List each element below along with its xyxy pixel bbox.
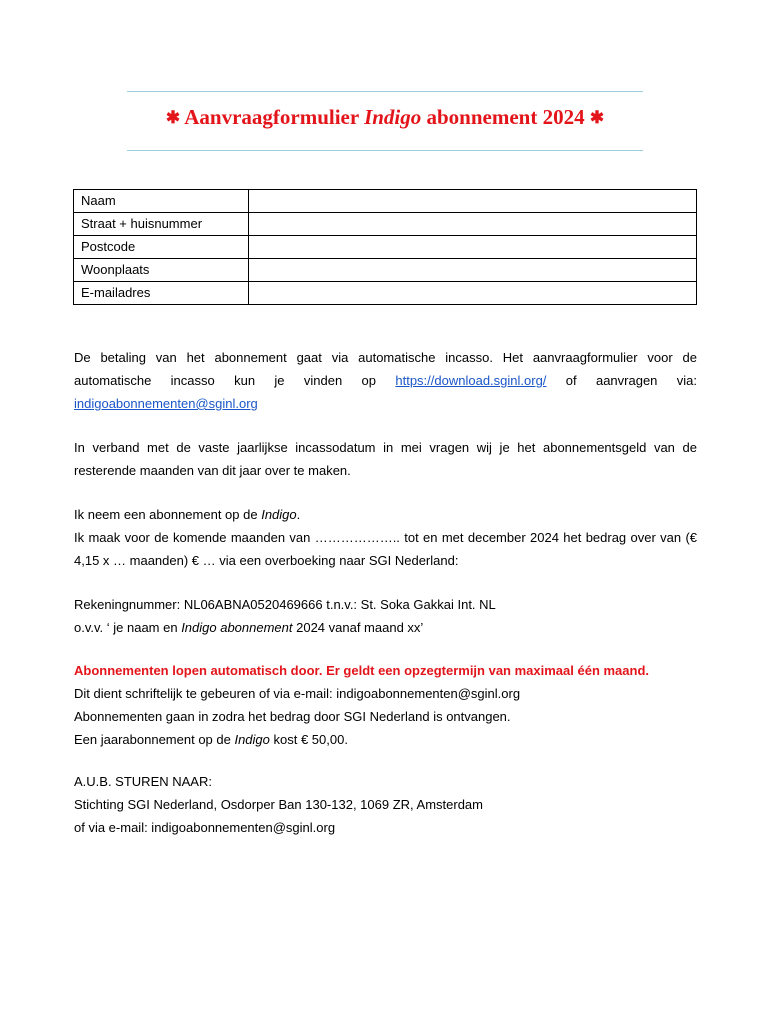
form-label-postcode: Postcode xyxy=(74,236,249,259)
subscribe-line1-a: Ik neem een abonnement op de xyxy=(74,507,262,522)
bank-block xyxy=(74,593,697,639)
notice-line3: Abonnementen gaan in zodra het bedrag door SGI Nederland is ontvangen. xyxy=(74,709,511,724)
form-field-naam[interactable] xyxy=(249,190,697,213)
title-part3: abonnement 2024 xyxy=(421,105,585,129)
form-row-naam xyxy=(74,190,697,213)
notice-line4-a: Een jaarabonnement op de xyxy=(74,732,235,747)
star-icon-right: ✱ xyxy=(589,108,605,127)
form-label-straat: Straat + huisnummer xyxy=(74,213,249,236)
subscribe-block xyxy=(74,503,697,572)
form-row-woonplaats xyxy=(74,259,697,282)
form-label-email: E-mailadres xyxy=(74,282,249,305)
subscribe-line1 xyxy=(74,503,697,526)
form-field-straat[interactable] xyxy=(249,213,697,236)
form-field-postcode[interactable] xyxy=(249,236,697,259)
notice-line4-b: kost € 50,00. xyxy=(269,732,348,747)
notice-warning: Abonnementen lopen automatisch door. Er geldt een opzegtermijn van maximaal één maand. xyxy=(74,663,650,678)
subscribe-line1-b: . xyxy=(296,507,301,522)
title-part1: Aanvraagformulier xyxy=(184,105,365,129)
notice-line4-italic: Indigo xyxy=(234,732,270,747)
bank-ref-a: o.v.v. ‘ je naam en xyxy=(74,620,182,635)
form-row-postcode xyxy=(74,236,697,259)
bank-ref-italic: Indigo abonnement xyxy=(181,620,293,635)
bank-account-line: Rekeningnummer: NL06ABNA0520469666 t.n.v.: St. Soka Gakkai Int. NL xyxy=(74,597,496,612)
payment-paragraph xyxy=(74,346,697,415)
send-heading: A.U.B. STUREN NAAR: xyxy=(74,774,212,789)
form-field-email[interactable] xyxy=(249,282,697,305)
send-address: Stichting SGI Nederland, Osdorper Ban 130-132, 1069 ZR, Amsterdam xyxy=(74,797,483,812)
page-title xyxy=(0,105,770,130)
payment-text: De betaling van het abonnement gaat via automatische incasso. Het aanvraagformulier voor de automatische incasso kun je vinden op xyxy=(74,350,697,388)
form-row-straat xyxy=(74,213,697,236)
notice-line4 xyxy=(74,728,697,751)
bank-ref-b: 2024 vanaf maand xx’ xyxy=(292,620,424,635)
send-block xyxy=(74,770,697,839)
subscribe-amount-paragraph: Ik maak voor de komende maanden van ……………….. tot en met december 2024 het bedrag over van (€ 4,15 x … maanden) € … via een overboeking naar SGI Nederland: xyxy=(74,530,697,568)
incasso-paragraph: In verband met de vaste jaarlijkse incassodatum in mei vragen wij je het abonnementsgeld van de resterende maanden van dit jaar over te maken. xyxy=(74,440,697,478)
subscribe-line1-italic: Indigo xyxy=(261,507,297,522)
form-label-woonplaats: Woonplaats xyxy=(74,259,249,282)
payment-middle: of aanvragen via: xyxy=(546,373,697,388)
form-row-email xyxy=(74,282,697,305)
star-icon-left: ✱ xyxy=(165,108,181,127)
title-bottom-rule xyxy=(127,150,643,151)
form-label-naam: Naam xyxy=(74,190,249,213)
send-email: of via e-mail: indigoabonnementen@sginl.org xyxy=(74,820,336,835)
email-link[interactable]: indigoabonnementen@sginl.org xyxy=(74,396,258,411)
bank-reference-line xyxy=(74,616,697,639)
form-field-woonplaats[interactable] xyxy=(249,259,697,282)
download-link[interactable]: https://download.sginl.org/ xyxy=(395,373,547,388)
notice-block xyxy=(74,659,697,751)
title-top-rule xyxy=(127,91,643,92)
title-italic: Indigo xyxy=(364,105,422,129)
applicant-form-table xyxy=(73,189,697,305)
notice-line2: Dit dient schriftelijk te gebeuren of via e-mail: indigoabonnementen@sginl.org xyxy=(74,686,521,701)
